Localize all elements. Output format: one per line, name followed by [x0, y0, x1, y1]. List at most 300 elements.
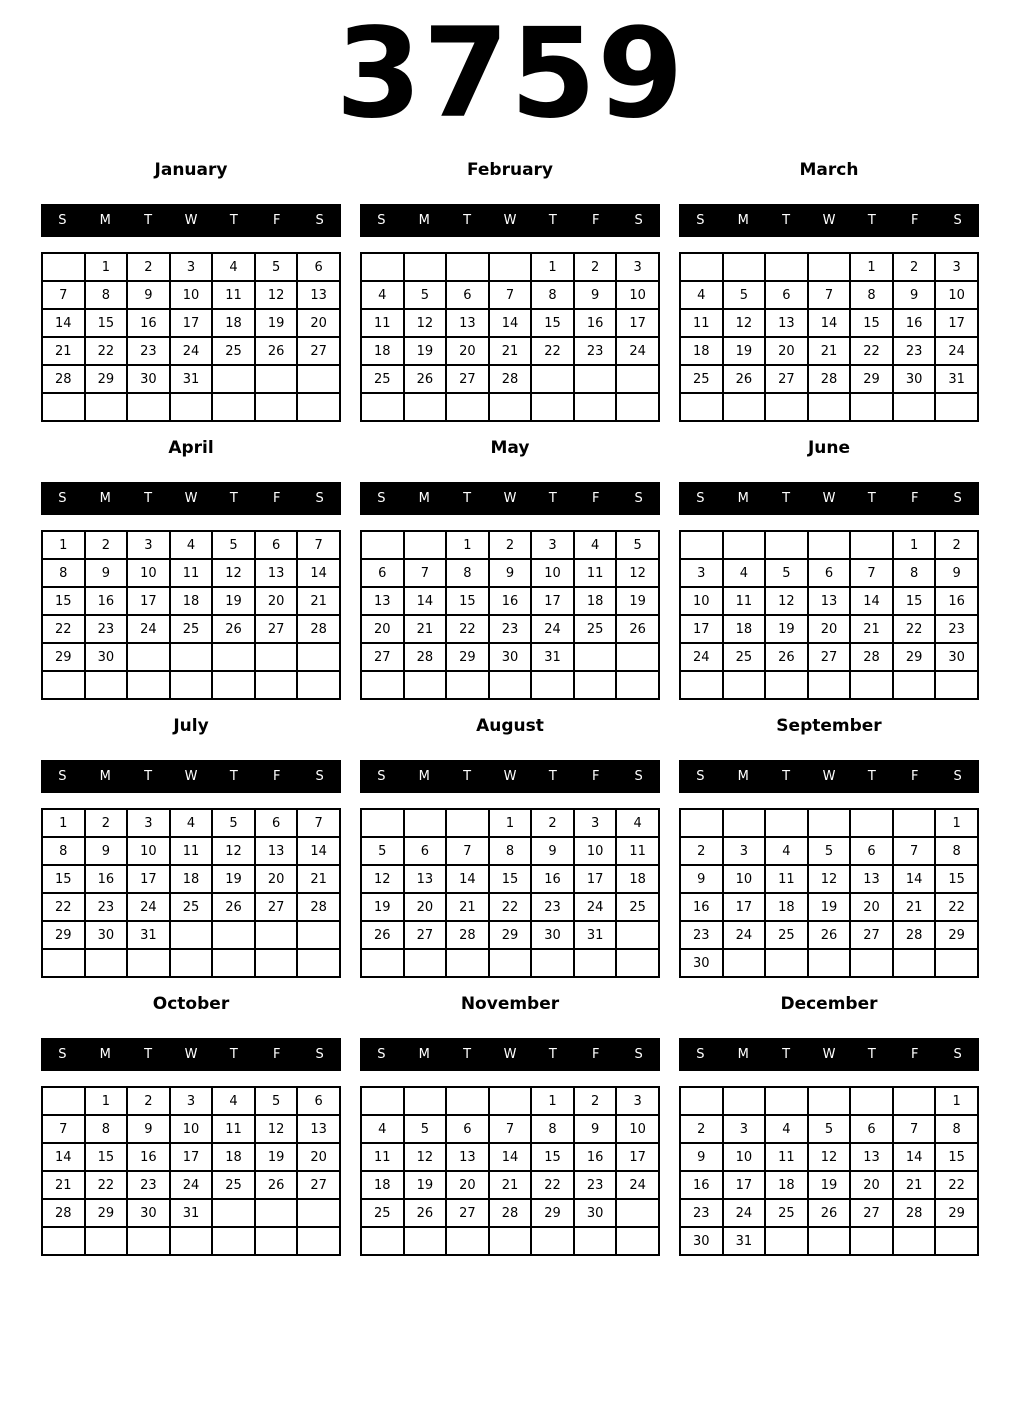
week-row	[42, 643, 340, 671]
day-cell: 5	[255, 1087, 298, 1115]
day-cell: 24	[170, 337, 213, 365]
week-row	[42, 1171, 340, 1199]
day-cell: 12	[723, 309, 766, 337]
day-cell: 20	[255, 587, 298, 615]
empty-day-cell	[85, 671, 128, 699]
day-cell: 28	[297, 615, 340, 643]
day-cell: 9	[893, 281, 936, 309]
day-cell: 25	[212, 337, 255, 365]
day-cell: 23	[680, 1199, 723, 1227]
weekday-label: S	[953, 769, 962, 784]
day-cell: 30	[935, 643, 978, 671]
weekday-label: S	[634, 491, 643, 506]
day-cell: 17	[127, 865, 170, 893]
empty-day-cell	[212, 921, 255, 949]
day-cell: 27	[446, 1199, 489, 1227]
day-cell: 7	[808, 281, 851, 309]
empty-day-cell	[255, 949, 298, 977]
empty-day-cell	[404, 671, 447, 699]
day-cell: 26	[808, 1199, 851, 1227]
weekday-label: S	[315, 769, 324, 784]
empty-day-cell	[850, 671, 893, 699]
empty-day-cell	[808, 531, 851, 559]
empty-day-cell	[723, 949, 766, 977]
week-row	[680, 587, 978, 615]
weekday-header-row	[679, 482, 979, 515]
day-cell: 6	[404, 837, 447, 865]
day-cell: 7	[850, 559, 893, 587]
weekday-label: F	[910, 769, 919, 784]
month-title: November	[460, 994, 560, 1014]
day-cell: 8	[42, 837, 85, 865]
day-cell: 24	[723, 921, 766, 949]
day-cell: 5	[212, 531, 255, 559]
month-block	[360, 994, 660, 1256]
day-cell: 8	[42, 559, 85, 587]
week-row	[42, 393, 340, 421]
empty-day-cell	[42, 393, 85, 421]
day-cell: 20	[255, 865, 298, 893]
week-row	[680, 309, 978, 337]
empty-day-cell	[404, 809, 447, 837]
month-block	[679, 438, 979, 700]
weekday-label: S	[377, 213, 386, 228]
day-cell: 11	[212, 1115, 255, 1143]
empty-day-cell	[765, 809, 808, 837]
month-day-grid	[360, 252, 660, 422]
day-cell: 14	[42, 1143, 85, 1171]
day-cell: 20	[297, 309, 340, 337]
day-cell: 29	[85, 365, 128, 393]
empty-day-cell	[616, 1199, 659, 1227]
empty-day-cell	[446, 1087, 489, 1115]
weekday-label: W	[503, 769, 517, 784]
day-cell: 3	[723, 1115, 766, 1143]
week-row	[42, 921, 340, 949]
day-cell: 21	[808, 337, 851, 365]
empty-day-cell	[446, 1227, 489, 1255]
month-day-grid	[679, 252, 979, 422]
day-cell: 17	[531, 587, 574, 615]
weekday-label: T	[867, 213, 876, 228]
day-cell: 11	[680, 309, 723, 337]
empty-day-cell	[574, 671, 617, 699]
day-cell: 13	[808, 587, 851, 615]
week-row	[680, 921, 978, 949]
day-cell: 19	[808, 893, 851, 921]
weekday-label: T	[463, 491, 472, 506]
month-title: April	[168, 438, 214, 458]
day-cell: 19	[404, 1171, 447, 1199]
month-day-grid	[679, 808, 979, 978]
day-cell: 24	[935, 337, 978, 365]
week-row	[361, 671, 659, 699]
weekday-label: S	[315, 491, 324, 506]
day-cell: 11	[170, 559, 213, 587]
day-cell: 4	[680, 281, 723, 309]
day-cell: 18	[680, 337, 723, 365]
day-cell: 3	[616, 1087, 659, 1115]
weekday-label: S	[315, 213, 324, 228]
year-title: 3759	[335, 2, 685, 146]
day-cell: 2	[680, 837, 723, 865]
day-cell: 26	[723, 365, 766, 393]
empty-day-cell	[680, 531, 723, 559]
day-cell: 16	[935, 587, 978, 615]
day-cell: 29	[935, 921, 978, 949]
month-day-grid	[679, 530, 979, 700]
day-cell: 10	[127, 837, 170, 865]
empty-day-cell	[212, 1199, 255, 1227]
week-row	[680, 365, 978, 393]
day-cell: 4	[723, 559, 766, 587]
empty-day-cell	[489, 1227, 532, 1255]
weekday-label: F	[272, 769, 281, 784]
weekday-label: M	[737, 491, 749, 506]
week-row	[361, 559, 659, 587]
empty-day-cell	[935, 393, 978, 421]
day-cell: 10	[723, 865, 766, 893]
day-cell: 21	[489, 1171, 532, 1199]
empty-day-cell	[446, 809, 489, 837]
day-cell: 3	[531, 531, 574, 559]
weekday-label: F	[272, 213, 281, 228]
day-cell: 23	[680, 921, 723, 949]
empty-day-cell	[574, 393, 617, 421]
empty-day-cell	[808, 393, 851, 421]
empty-day-cell	[42, 949, 85, 977]
day-cell: 27	[297, 1171, 340, 1199]
day-cell: 7	[893, 837, 936, 865]
day-cell: 12	[255, 1115, 298, 1143]
day-cell: 1	[531, 1087, 574, 1115]
day-cell: 3	[680, 559, 723, 587]
weekday-label: T	[548, 769, 557, 784]
empty-day-cell	[42, 671, 85, 699]
week-row	[680, 1171, 978, 1199]
day-cell: 5	[765, 559, 808, 587]
day-cell: 19	[255, 1143, 298, 1171]
empty-day-cell	[808, 1227, 851, 1255]
week-row	[361, 1199, 659, 1227]
day-cell: 27	[850, 921, 893, 949]
day-cell: 10	[616, 281, 659, 309]
day-cell: 3	[170, 253, 213, 281]
empty-day-cell	[361, 949, 404, 977]
day-cell: 2	[893, 253, 936, 281]
weekday-label: S	[377, 769, 386, 784]
day-cell: 22	[489, 893, 532, 921]
weekday-header-row	[360, 482, 660, 515]
empty-day-cell	[850, 949, 893, 977]
week-row	[680, 531, 978, 559]
day-cell: 8	[489, 837, 532, 865]
weekday-label: M	[737, 769, 749, 784]
weekday-label: T	[463, 213, 472, 228]
weekday-label: T	[548, 491, 557, 506]
day-cell: 10	[531, 559, 574, 587]
weekday-label: T	[548, 213, 557, 228]
month-title: September	[776, 716, 882, 736]
day-cell: 13	[297, 1115, 340, 1143]
week-row	[361, 865, 659, 893]
day-cell: 6	[850, 837, 893, 865]
day-cell: 22	[935, 1171, 978, 1199]
day-cell: 30	[531, 921, 574, 949]
day-cell: 19	[361, 893, 404, 921]
day-cell: 7	[42, 1115, 85, 1143]
day-cell: 7	[893, 1115, 936, 1143]
month-day-grid	[41, 252, 341, 422]
weekday-label: M	[418, 769, 430, 784]
empty-day-cell	[170, 949, 213, 977]
day-cell: 9	[489, 559, 532, 587]
empty-day-cell	[616, 1227, 659, 1255]
empty-day-cell	[170, 393, 213, 421]
day-cell: 5	[212, 809, 255, 837]
empty-day-cell	[765, 949, 808, 977]
day-cell: 23	[531, 893, 574, 921]
weekday-label: S	[58, 213, 67, 228]
day-cell: 24	[127, 893, 170, 921]
day-cell: 5	[723, 281, 766, 309]
day-cell: 1	[935, 1087, 978, 1115]
week-row	[42, 837, 340, 865]
month-block	[41, 438, 341, 700]
day-cell: 2	[127, 253, 170, 281]
weekday-label: S	[696, 1047, 705, 1062]
month-day-grid	[360, 808, 660, 978]
day-cell: 30	[85, 921, 128, 949]
day-cell: 4	[765, 837, 808, 865]
day-cell: 16	[574, 309, 617, 337]
day-cell: 7	[446, 837, 489, 865]
weekday-label: W	[822, 491, 836, 506]
day-cell: 3	[574, 809, 617, 837]
empty-day-cell	[723, 531, 766, 559]
day-cell: 3	[127, 809, 170, 837]
day-cell: 16	[127, 1143, 170, 1171]
weekday-label: T	[144, 491, 153, 506]
day-cell: 14	[893, 1143, 936, 1171]
weekday-label: F	[272, 491, 281, 506]
weekday-label: T	[782, 491, 791, 506]
day-cell: 2	[531, 809, 574, 837]
empty-day-cell	[85, 949, 128, 977]
day-cell: 30	[85, 643, 128, 671]
empty-day-cell	[808, 809, 851, 837]
day-cell: 22	[850, 337, 893, 365]
empty-day-cell	[212, 365, 255, 393]
day-cell: 27	[361, 643, 404, 671]
day-cell: 6	[297, 253, 340, 281]
week-row	[42, 809, 340, 837]
empty-day-cell	[574, 365, 617, 393]
day-cell: 5	[361, 837, 404, 865]
month-block	[360, 716, 660, 978]
day-cell: 11	[212, 281, 255, 309]
weekday-label: T	[867, 769, 876, 784]
day-cell: 21	[404, 615, 447, 643]
empty-day-cell	[127, 671, 170, 699]
day-cell: 11	[361, 309, 404, 337]
weekday-label: S	[377, 1047, 386, 1062]
day-cell: 23	[574, 337, 617, 365]
empty-day-cell	[170, 671, 213, 699]
month-title: January	[154, 160, 228, 180]
day-cell: 9	[85, 559, 128, 587]
weekday-header-row	[679, 760, 979, 793]
day-cell: 4	[616, 809, 659, 837]
day-cell: 1	[935, 809, 978, 837]
day-cell: 8	[446, 559, 489, 587]
day-cell: 18	[170, 587, 213, 615]
day-cell: 16	[489, 587, 532, 615]
day-cell: 6	[255, 531, 298, 559]
empty-day-cell	[765, 671, 808, 699]
week-row	[680, 1115, 978, 1143]
weekday-label: M	[418, 213, 430, 228]
day-cell: 21	[42, 337, 85, 365]
day-cell: 9	[935, 559, 978, 587]
empty-day-cell	[255, 1227, 298, 1255]
week-row	[680, 337, 978, 365]
month-title: August	[476, 716, 544, 736]
day-cell: 17	[170, 1143, 213, 1171]
day-cell: 18	[765, 893, 808, 921]
empty-day-cell	[446, 253, 489, 281]
empty-day-cell	[361, 253, 404, 281]
day-cell: 25	[212, 1171, 255, 1199]
weekday-header-row	[41, 204, 341, 237]
day-cell: 31	[127, 921, 170, 949]
day-cell: 30	[574, 1199, 617, 1227]
day-cell: 25	[170, 893, 213, 921]
empty-day-cell	[255, 643, 298, 671]
day-cell: 15	[489, 865, 532, 893]
day-cell: 20	[446, 337, 489, 365]
week-row	[42, 865, 340, 893]
day-cell: 25	[361, 365, 404, 393]
day-cell: 14	[446, 865, 489, 893]
empty-day-cell	[85, 393, 128, 421]
day-cell: 30	[680, 1227, 723, 1255]
day-cell: 23	[127, 1171, 170, 1199]
weekday-label: M	[737, 213, 749, 228]
day-cell: 9	[127, 281, 170, 309]
day-cell: 23	[574, 1171, 617, 1199]
day-cell: 20	[446, 1171, 489, 1199]
day-cell: 17	[127, 587, 170, 615]
day-cell: 21	[446, 893, 489, 921]
empty-day-cell	[489, 393, 532, 421]
week-row	[361, 1087, 659, 1115]
day-cell: 12	[808, 865, 851, 893]
day-cell: 20	[297, 1143, 340, 1171]
day-cell: 18	[361, 1171, 404, 1199]
day-cell: 6	[765, 281, 808, 309]
empty-day-cell	[361, 1227, 404, 1255]
empty-day-cell	[255, 671, 298, 699]
day-cell: 10	[935, 281, 978, 309]
weekday-label: T	[144, 769, 153, 784]
day-cell: 9	[574, 1115, 617, 1143]
month-block	[360, 160, 660, 422]
weekday-label: T	[782, 213, 791, 228]
day-cell: 26	[212, 615, 255, 643]
week-row	[361, 281, 659, 309]
empty-day-cell	[935, 671, 978, 699]
week-row	[42, 1143, 340, 1171]
empty-day-cell	[765, 1087, 808, 1115]
month-block	[360, 438, 660, 700]
day-cell: 1	[489, 809, 532, 837]
day-cell: 23	[935, 615, 978, 643]
weekday-label: F	[272, 1047, 281, 1062]
day-cell: 26	[808, 921, 851, 949]
week-row	[42, 309, 340, 337]
week-row	[361, 1115, 659, 1143]
weekday-label: W	[503, 213, 517, 228]
day-cell: 25	[361, 1199, 404, 1227]
weekday-label: W	[184, 1047, 198, 1062]
day-cell: 18	[361, 337, 404, 365]
day-cell: 2	[574, 1087, 617, 1115]
day-cell: 10	[574, 837, 617, 865]
day-cell: 24	[680, 643, 723, 671]
day-cell: 11	[361, 1143, 404, 1171]
day-cell: 21	[850, 615, 893, 643]
day-cell: 13	[850, 1143, 893, 1171]
day-cell: 23	[893, 337, 936, 365]
months-grid	[41, 160, 979, 1256]
empty-day-cell	[212, 671, 255, 699]
week-row	[361, 949, 659, 977]
empty-day-cell	[808, 1087, 851, 1115]
empty-day-cell	[531, 365, 574, 393]
day-cell: 28	[42, 365, 85, 393]
empty-day-cell	[893, 949, 936, 977]
week-row	[42, 281, 340, 309]
empty-day-cell	[935, 1227, 978, 1255]
weekday-label: S	[953, 491, 962, 506]
weekday-label: M	[99, 213, 111, 228]
day-cell: 9	[85, 837, 128, 865]
week-row	[361, 253, 659, 281]
day-cell: 31	[935, 365, 978, 393]
day-cell: 14	[297, 559, 340, 587]
day-cell: 31	[574, 921, 617, 949]
day-cell: 18	[212, 1143, 255, 1171]
empty-day-cell	[297, 1227, 340, 1255]
weekday-label: S	[58, 491, 67, 506]
day-cell: 10	[170, 1115, 213, 1143]
day-cell: 10	[616, 1115, 659, 1143]
empty-day-cell	[489, 671, 532, 699]
day-cell: 28	[404, 643, 447, 671]
day-cell: 12	[808, 1143, 851, 1171]
day-cell: 17	[723, 1171, 766, 1199]
day-cell: 1	[531, 253, 574, 281]
day-cell: 22	[935, 893, 978, 921]
empty-day-cell	[574, 643, 617, 671]
empty-day-cell	[127, 393, 170, 421]
day-cell: 13	[850, 865, 893, 893]
weekday-label: S	[953, 213, 962, 228]
day-cell: 31	[170, 365, 213, 393]
empty-day-cell	[170, 643, 213, 671]
empty-day-cell	[850, 1087, 893, 1115]
